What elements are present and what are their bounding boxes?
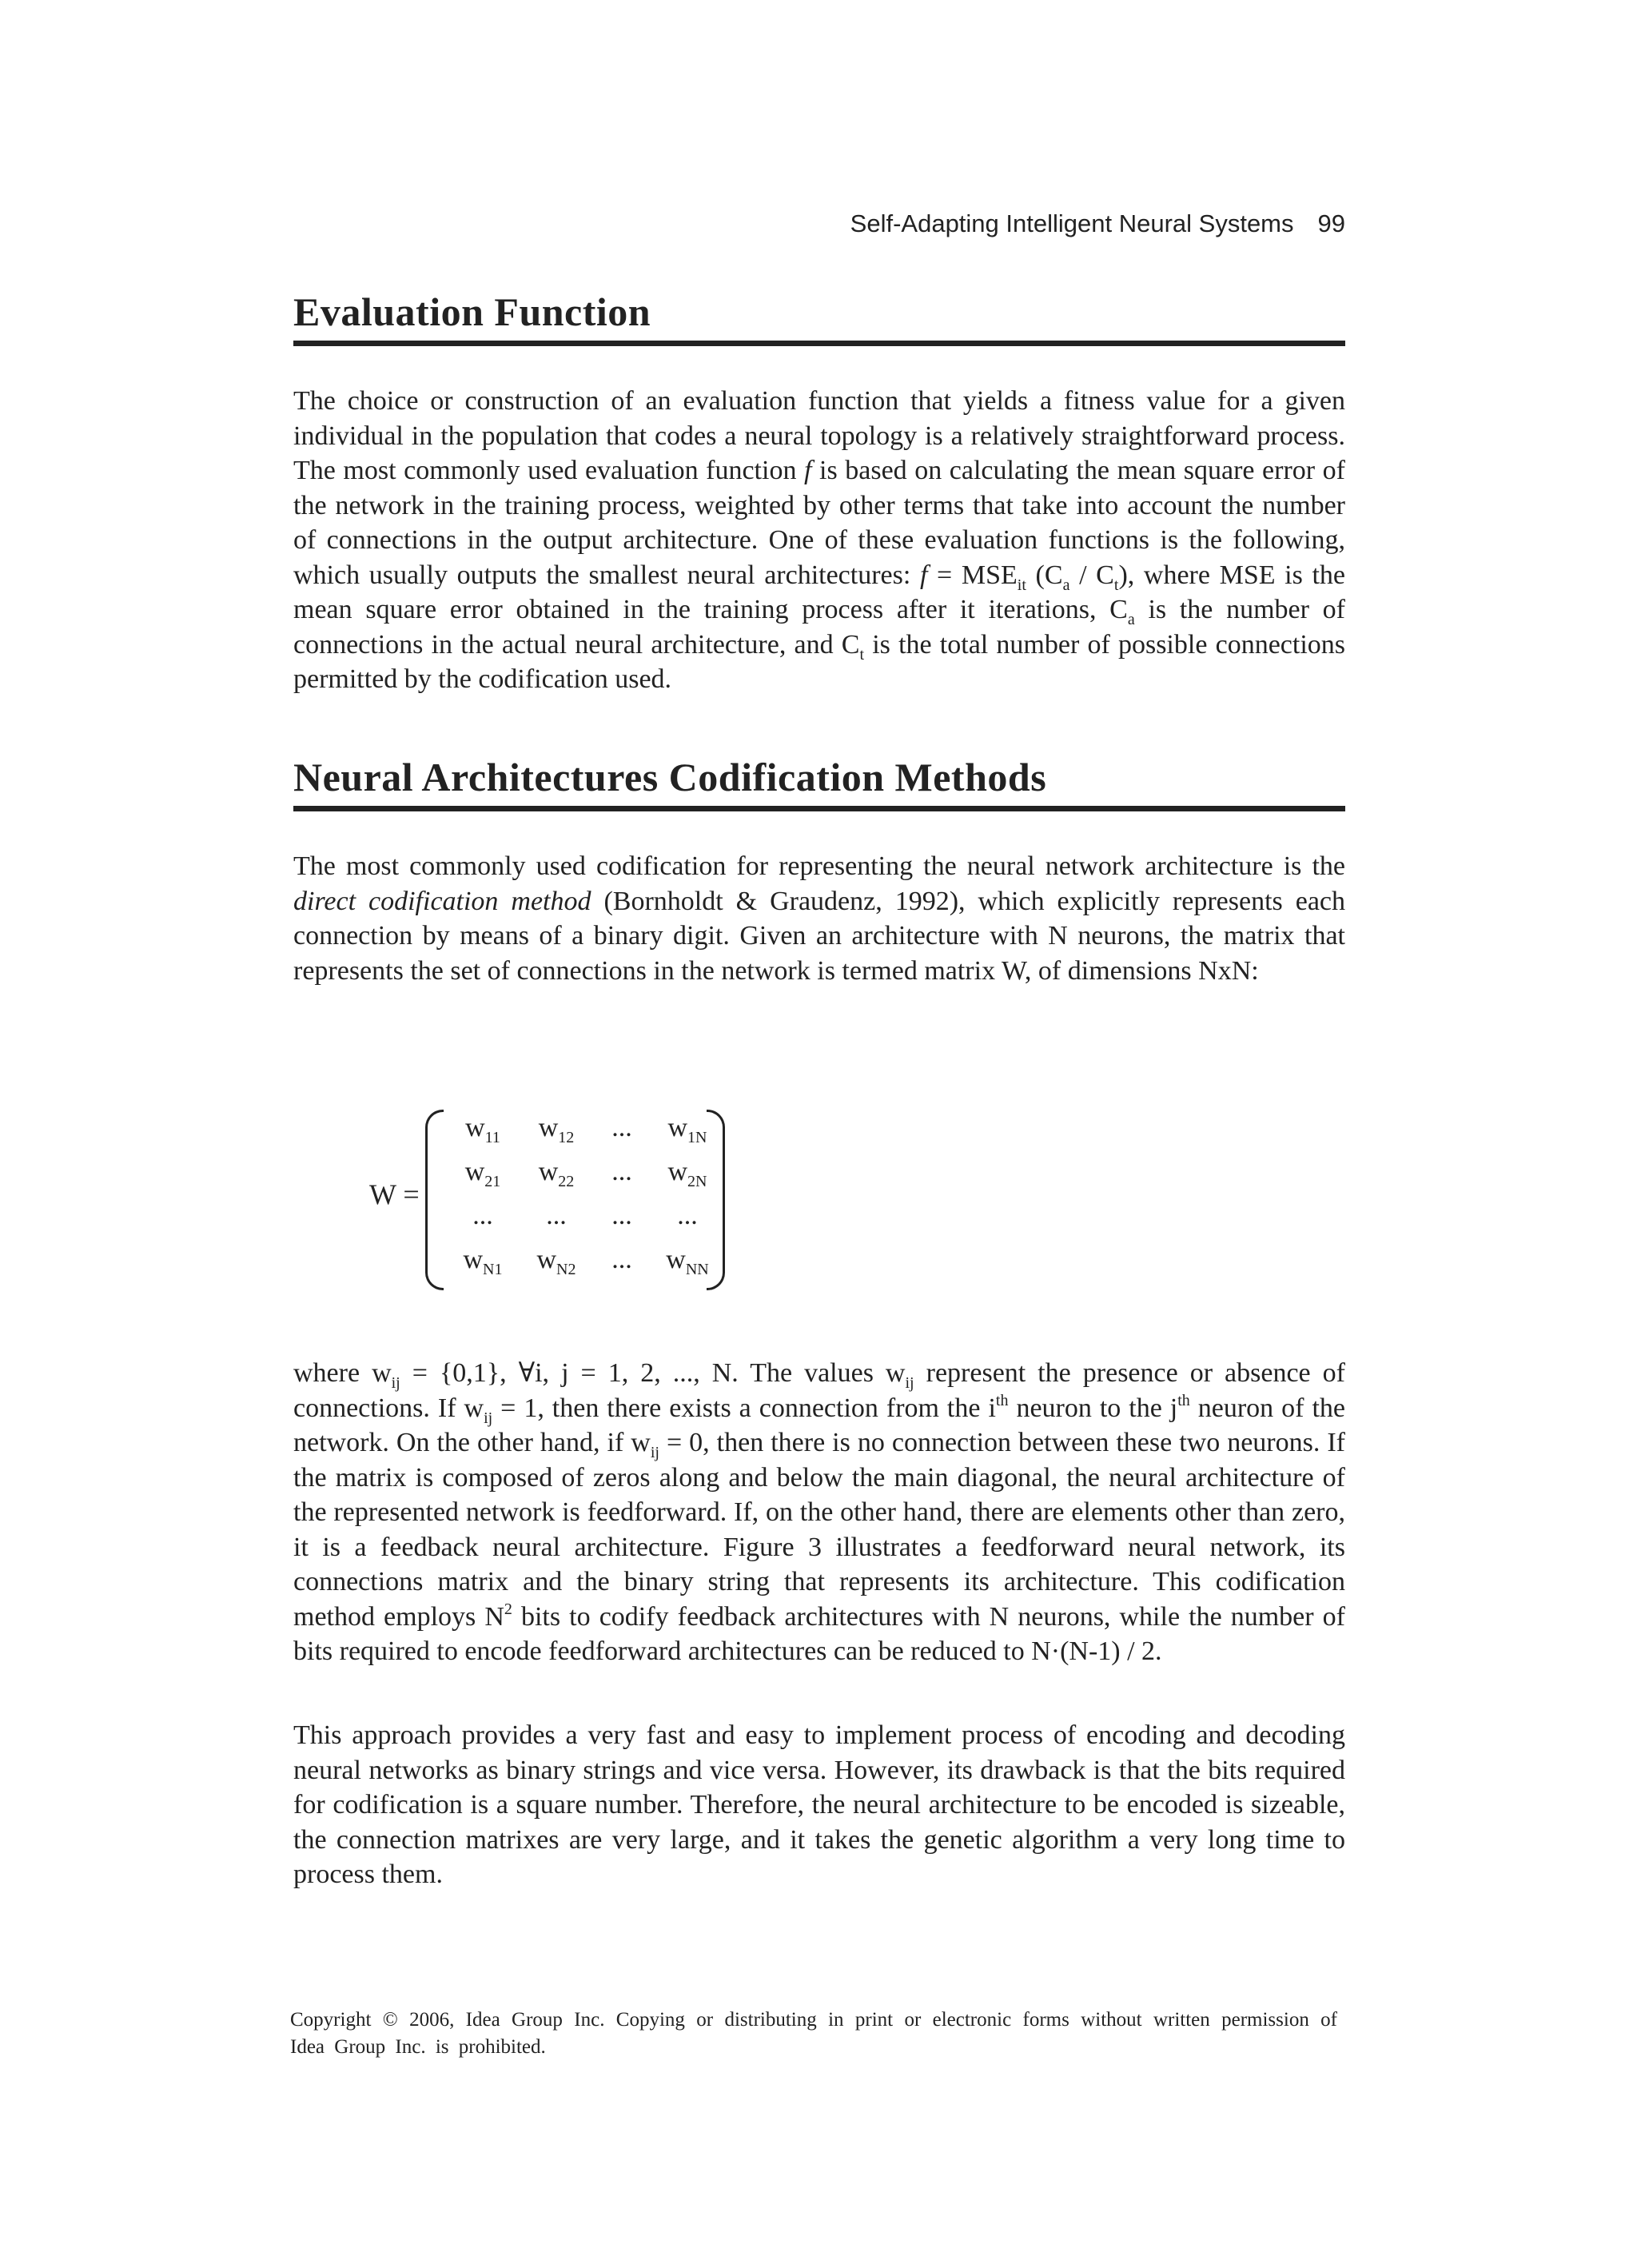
matrix-right-bracket	[707, 1110, 725, 1290]
page-number: 99	[1317, 209, 1345, 237]
matrix-cell: ...	[611, 1157, 632, 1186]
matrix-cell: $w_{1N}$	[667, 1113, 707, 1146]
matrix-cell: ...	[611, 1245, 632, 1274]
matrix-cell: $w_{12}$	[538, 1113, 575, 1146]
running-title: Self-Adapting Intelligent Neural Systems	[850, 209, 1294, 237]
matrix-cell: $w_{21}$	[464, 1157, 501, 1190]
section-heading-codification-methods: Neural Architectures Codification Methods	[293, 753, 1345, 811]
matrix-cell: $w_{22}$	[538, 1157, 575, 1190]
matrix-cell: ...	[677, 1201, 698, 1230]
section-heading-evaluation-function: Evaluation Function	[293, 288, 1345, 346]
matrix-cell: $w_{NN}$	[666, 1245, 709, 1278]
paragraph-direct-codification: The most commonly used codification for representing the neural network architecture is the direct codification method (Bornholdt & Graudenz, 1992), which explicitly represents each connection by means of a binary digit. Given an architecture with N neurons, the matrix that represents the set of connections in the network is termed matrix W, of dimensions NxN:	[293, 851, 1345, 986]
matrix-cell: $w_{11}$	[465, 1113, 500, 1146]
matrix-grid	[446, 1113, 724, 1289]
matrix-lhs: W =	[369, 1178, 420, 1210]
matrix-left-bracket	[425, 1110, 444, 1290]
matrix-cell: $w_{N2}$	[536, 1245, 576, 1278]
matrix-cell: ...	[611, 1113, 632, 1142]
paragraph-approach-drawback: This approach provides a very fast and easy to implement process of encoding and decoding neural networks as binary strings and vice versa. However, its drawback is that the bits required for codification is a square number. Therefore, the neural architecture to be encoded is sizeable, the connection matrixes are very large, and it takes the genetic algorithm a very long time to process them.	[293, 1720, 1345, 1889]
matrix-cell: ...	[472, 1201, 493, 1230]
matrix-cell: $w_{2N}$	[667, 1157, 707, 1190]
matrix-cell: ...	[546, 1201, 567, 1230]
paragraph-matrix-explanation: where $w_{ij} = \{0,1\}$, ∀i, j = 1, 2, ..., N. The values $w_{ij}$ represent the presence or absence of connections. If $w_{ij} = 1$, then there exists a connection from the $i^{th}$ neuron to the $j^{th}$ neuron of the network. On the other hand, if $w_{ij} = 0$, then there is no connection between these two neurons. If the matrix is composed of zeros along and below the main diagonal, the neural architecture of the represented network is feedforward. If, on the other hand, there are elements other than zero, it is a feedback neural architecture. Figure 3 illustrates a feedforward neural network, its connections matrix and the binary string that represents its architecture. This codification method employs $N^2$ bits to codify feedback architectures with N neurons, while the number of bits required to encode feedforward architectures can be reduced to N·(N-1) / 2.	[293, 1358, 1346, 1666]
paragraph-evaluation-function: The choice or construction of an evaluation function that yields a fitness value for a given individual in the population that codes a neural topology is a relatively straightforward process. The most commonly used evaluation function f is based on calculating the mean square error of the network in the training process, weighted by other terms that take into account the number of connections in the output architecture. One of these evaluation functions is the following, which usually outputs the smallest neural architectures: $f = MSE_{it}$ $(C_a / C_t)$, where MSE is the mean square error obtained in the training process after it iterations, $C_a$ is the number of connections in the actual neural architecture, and $C_t$ is the total number of possible connections permitted by the codification used.	[293, 386, 1346, 694]
matrix-cell: ...	[611, 1201, 632, 1230]
running-header	[293, 209, 1345, 238]
copyright-notice: Copyright © 2006, Idea Group Inc. Copying or distributing in print or electronic forms without written permission of Idea Group Inc. is prohibited.	[290, 2009, 1337, 2058]
matrix-equation	[369, 1102, 737, 1293]
matrix-cell: $w_{N1}$	[463, 1245, 503, 1278]
